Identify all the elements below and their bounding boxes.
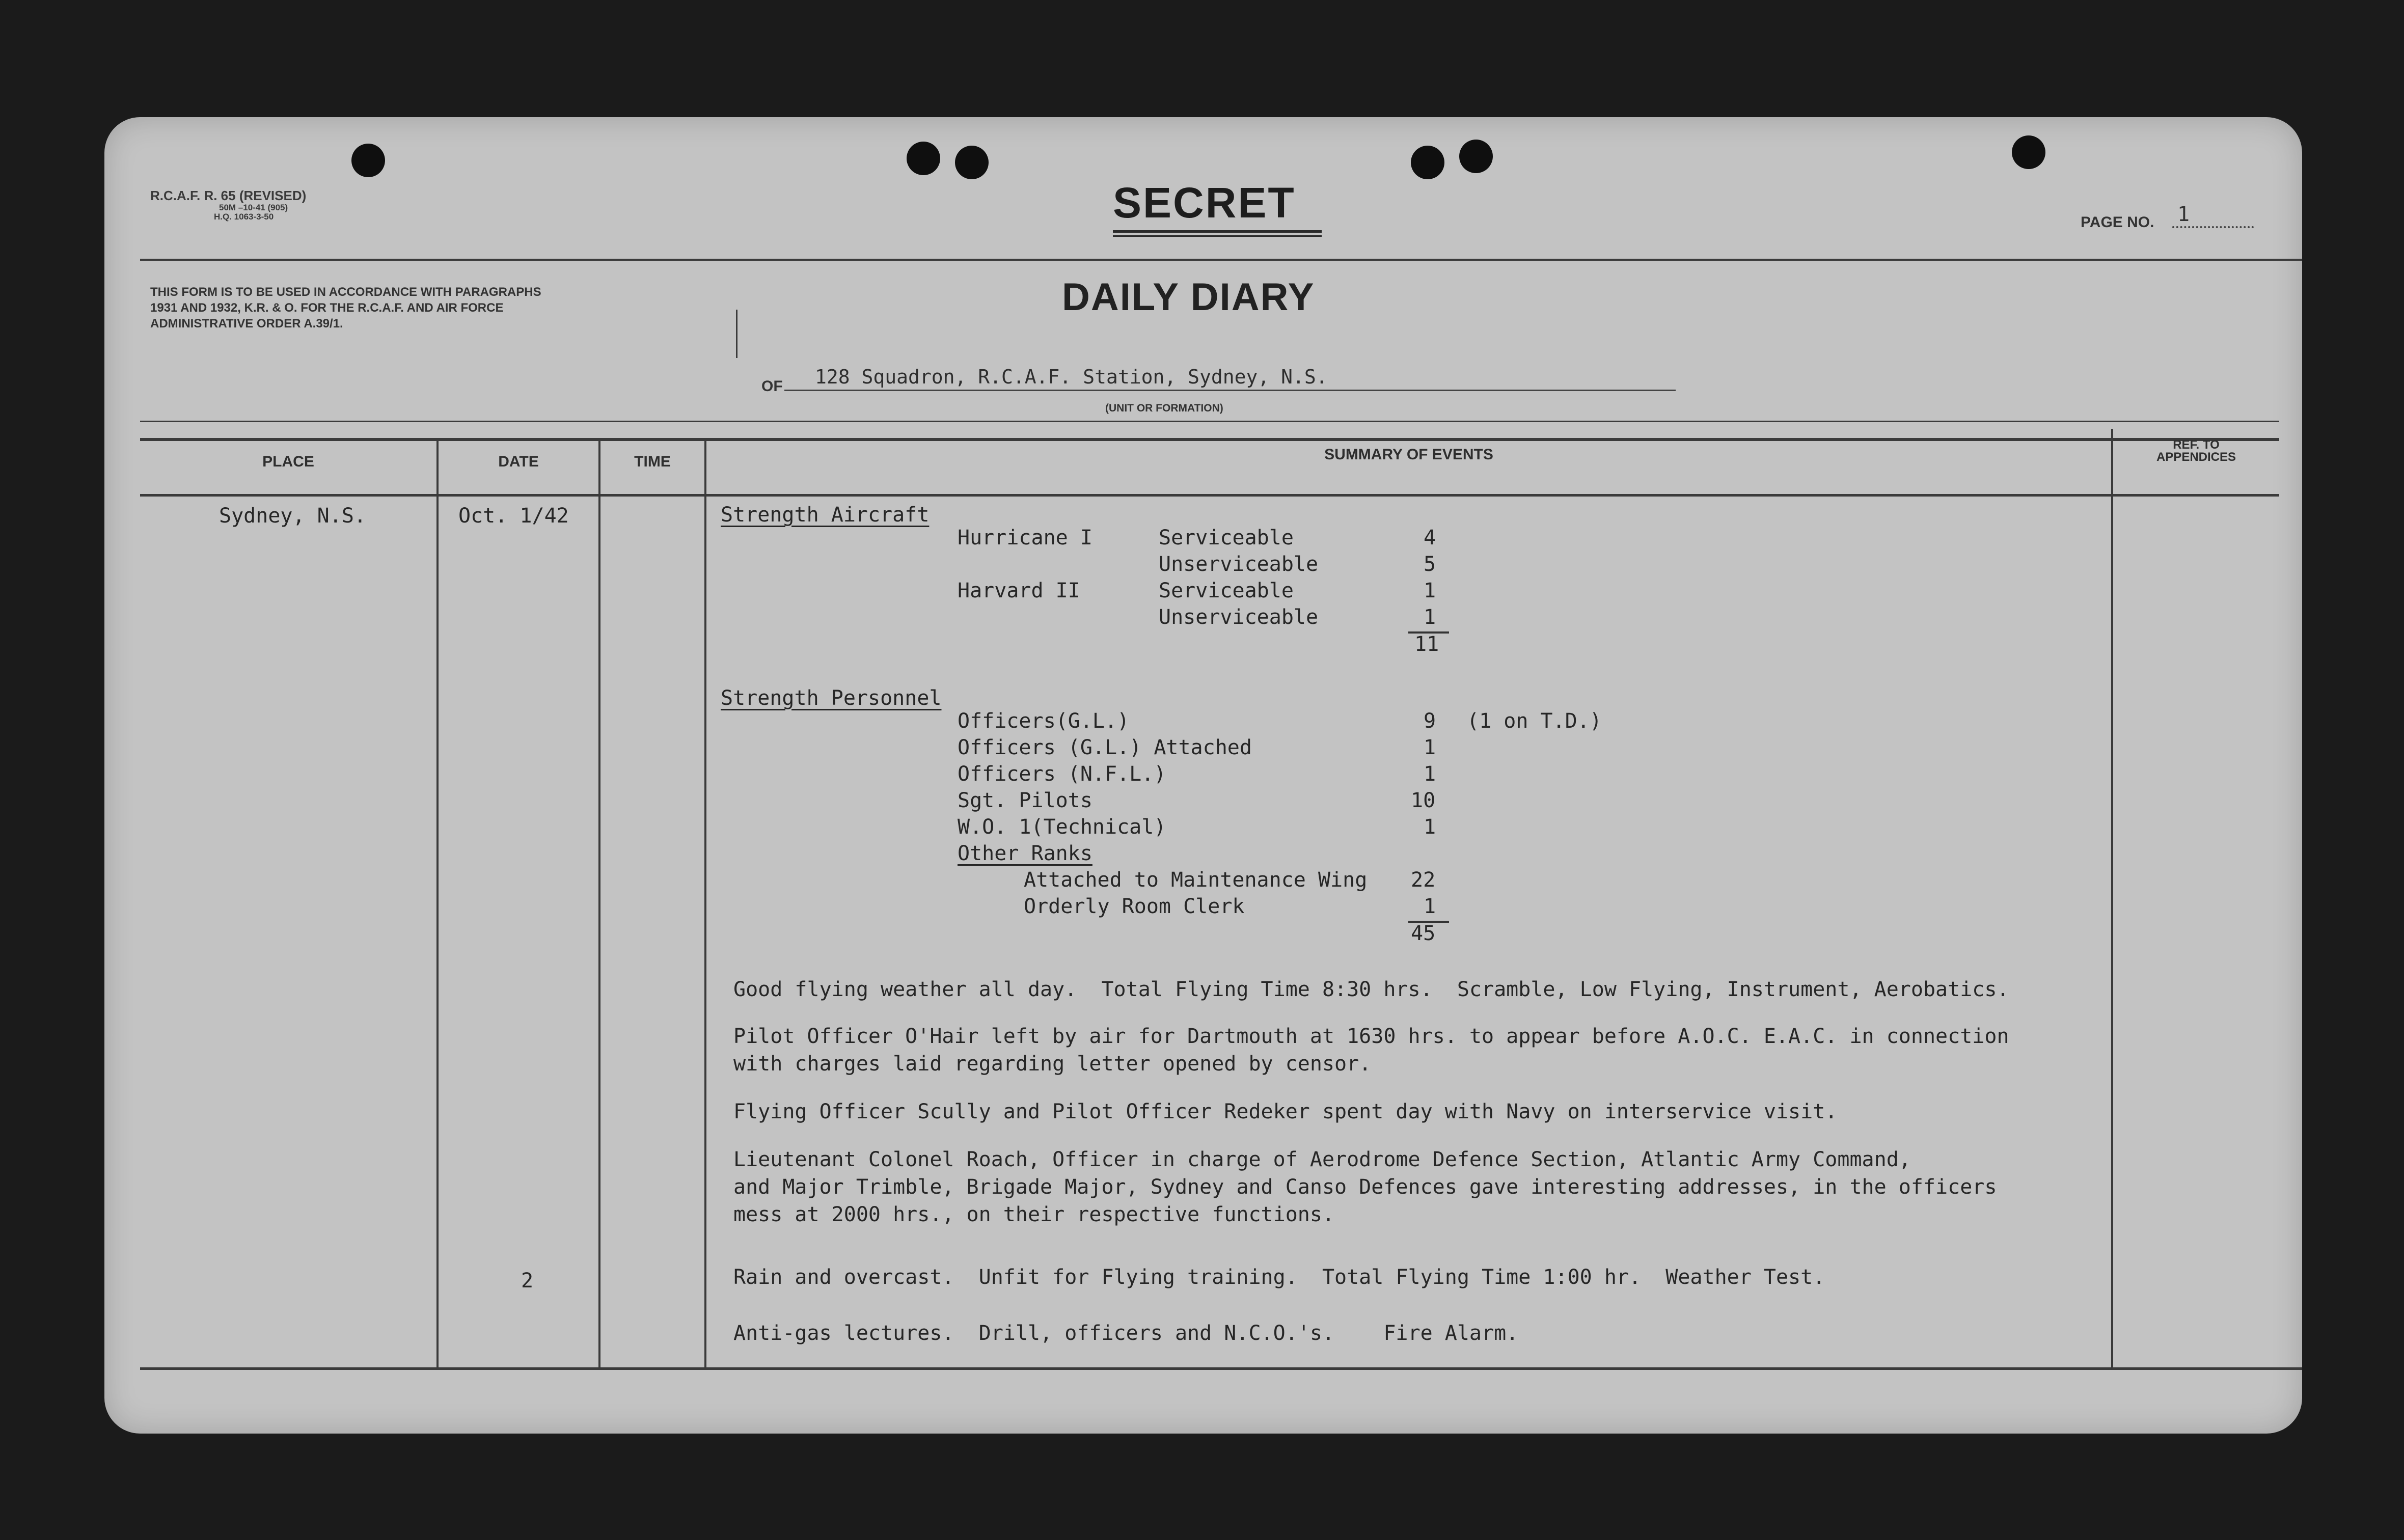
- punch-hole: [907, 142, 940, 175]
- aircraft-count: 5: [1424, 553, 1436, 576]
- column-divider: [2111, 429, 2113, 1370]
- aircraft-status: Unserviceable: [1159, 553, 1319, 576]
- strength-personnel-heading: Strength Personnel: [721, 686, 942, 710]
- summary-paragraph: Rain and overcast. Unfit for Flying training. Total Flying Time 1:00 hr. Weather Test.: [733, 1266, 1825, 1289]
- form-code-line: H.Q. 1063-3-50: [214, 212, 274, 222]
- summary-paragraph: with charges laid regarding letter opened by censor.: [733, 1052, 1372, 1076]
- column-divider: [704, 439, 706, 1370]
- other-ranks-label: Attached to Maintenance Wing: [1024, 868, 1368, 892]
- entry-place: Sydney, N.S.: [219, 504, 366, 528]
- entry-date: Oct. 1/42: [458, 504, 569, 528]
- other-ranks-label: Orderly Room Clerk: [1024, 895, 1245, 918]
- aircraft-type: Harvard II: [958, 579, 1080, 602]
- aircraft-type: Hurricane I: [958, 526, 1092, 549]
- personnel-count: 9: [1424, 709, 1436, 733]
- other-ranks-count: 1: [1424, 895, 1436, 918]
- secret-underline: [1113, 230, 1322, 233]
- column-header-date: DATE: [498, 453, 539, 470]
- diary-form-card: [104, 117, 2302, 1434]
- personnel-label: Officers (G.L.) Attached: [958, 736, 1252, 759]
- punch-hole: [1411, 146, 1444, 179]
- personnel-label: Officers (N.F.L.): [958, 762, 1166, 786]
- vertical-tick: [736, 310, 737, 358]
- header-rule: [140, 259, 2302, 261]
- column-header-place: PLACE: [262, 453, 314, 470]
- column-header-ref-line: REF. TO: [2173, 438, 2220, 452]
- other-ranks-count: 22: [1411, 868, 1436, 892]
- unit-name: 128 Squadron, R.C.A.F. Station, Sydney, N.S.: [815, 366, 1328, 388]
- aircraft-status: Serviceable: [1159, 579, 1294, 602]
- other-ranks-heading: Other Ranks: [958, 842, 1092, 865]
- personnel-count: 10: [1411, 789, 1436, 812]
- unit-caption: (UNIT OR FORMATION): [1105, 402, 1223, 414]
- punch-hole: [2012, 135, 2045, 169]
- personnel-label: Officers(G.L.): [958, 709, 1130, 733]
- column-divider: [436, 439, 439, 1370]
- personnel-label: W.O. 1(Technical): [958, 815, 1166, 839]
- summary-paragraph: Lieutenant Colonel Roach, Officer in charge of Aerodrome Defence Section, Atlantic Army Command,: [733, 1148, 1911, 1171]
- form-code: [150, 188, 306, 222]
- punch-hole: [1459, 140, 1493, 173]
- table-bottom-rule: [140, 1367, 2302, 1370]
- column-header-ref-line: APPENDICES: [2156, 450, 2236, 464]
- personnel-count: 1: [1424, 815, 1436, 839]
- personnel-count: 1: [1424, 762, 1436, 786]
- unit-line: [784, 390, 1676, 391]
- of-label: OF: [761, 378, 783, 395]
- punch-hole: [955, 146, 989, 179]
- header-bottom-rule: [140, 494, 2279, 497]
- aircraft-count: 1: [1424, 606, 1436, 629]
- strength-aircraft-heading: Strength Aircraft: [721, 503, 930, 527]
- aircraft-status: Serviceable: [1159, 526, 1294, 549]
- column-divider: [598, 439, 600, 1370]
- aircraft-total: 11: [1414, 632, 1439, 656]
- personnel-total: 45: [1411, 922, 1436, 945]
- personnel-note: (1 on T.D.): [1467, 709, 1602, 733]
- table-top-rule: [140, 438, 2279, 441]
- form-code-line: 50M –10-41 (905): [219, 202, 288, 212]
- form-code-line: R.C.A.F. R. 65 (REVISED): [150, 188, 307, 203]
- punch-hole: [351, 144, 385, 177]
- column-header-time: TIME: [634, 453, 671, 470]
- personnel-count: 1: [1424, 736, 1436, 759]
- table-top-rule: [140, 421, 2279, 422]
- page-number-label: PAGE NO.: [2081, 214, 2154, 231]
- aircraft-count: 4: [1424, 526, 1436, 549]
- summary-paragraph: and Major Trimble, Brigade Major, Sydney and Canso Defences gave interesting addresses, in the officers: [733, 1175, 1997, 1199]
- page-number-value: 1: [2177, 203, 2190, 226]
- aircraft-count: 1: [1424, 579, 1436, 602]
- page-number-line: [2172, 226, 2254, 228]
- summary-paragraph: Good flying weather all day. Total Flying Time 8:30 hrs. Scramble, Low Flying, Instrument, Aerobatics.: [733, 978, 2009, 1001]
- form-instructions: THIS FORM IS TO BE USED IN ACCORDANCE WITH PARAGRAPHS 1931 AND 1932, K.R. & O. FOR THE R.C.A.F. AND AIR FORCE ADMINISTRATIVE ORDER A.39/1.: [150, 285, 541, 331]
- summary-paragraph: Anti-gas lectures. Drill, officers and N.C.O.'s. Fire Alarm.: [733, 1322, 1519, 1345]
- summary-paragraph: Pilot Officer O'Hair left by air for Dartmouth at 1630 hrs. to appear before A.O.C. E.A.C. in connection: [733, 1025, 2009, 1048]
- column-header-summary: SUMMARY OF EVENTS: [1324, 446, 1493, 463]
- summary-paragraph: mess at 2000 hrs., on their respective functions.: [733, 1203, 1335, 1226]
- aircraft-status: Unserviceable: [1159, 606, 1319, 629]
- personnel-label: Sgt. Pilots: [958, 789, 1092, 812]
- page-title: DAILY DIARY: [1062, 276, 1315, 319]
- column-header-ref: [2113, 439, 2279, 463]
- summary-paragraph: Flying Officer Scully and Pilot Officer Redeker spent day with Navy on interservice visit.: [733, 1100, 1838, 1123]
- secret-stamp: SECRET: [1113, 179, 1296, 227]
- secret-underline: [1113, 235, 1322, 237]
- entry-date: 2: [521, 1269, 534, 1292]
